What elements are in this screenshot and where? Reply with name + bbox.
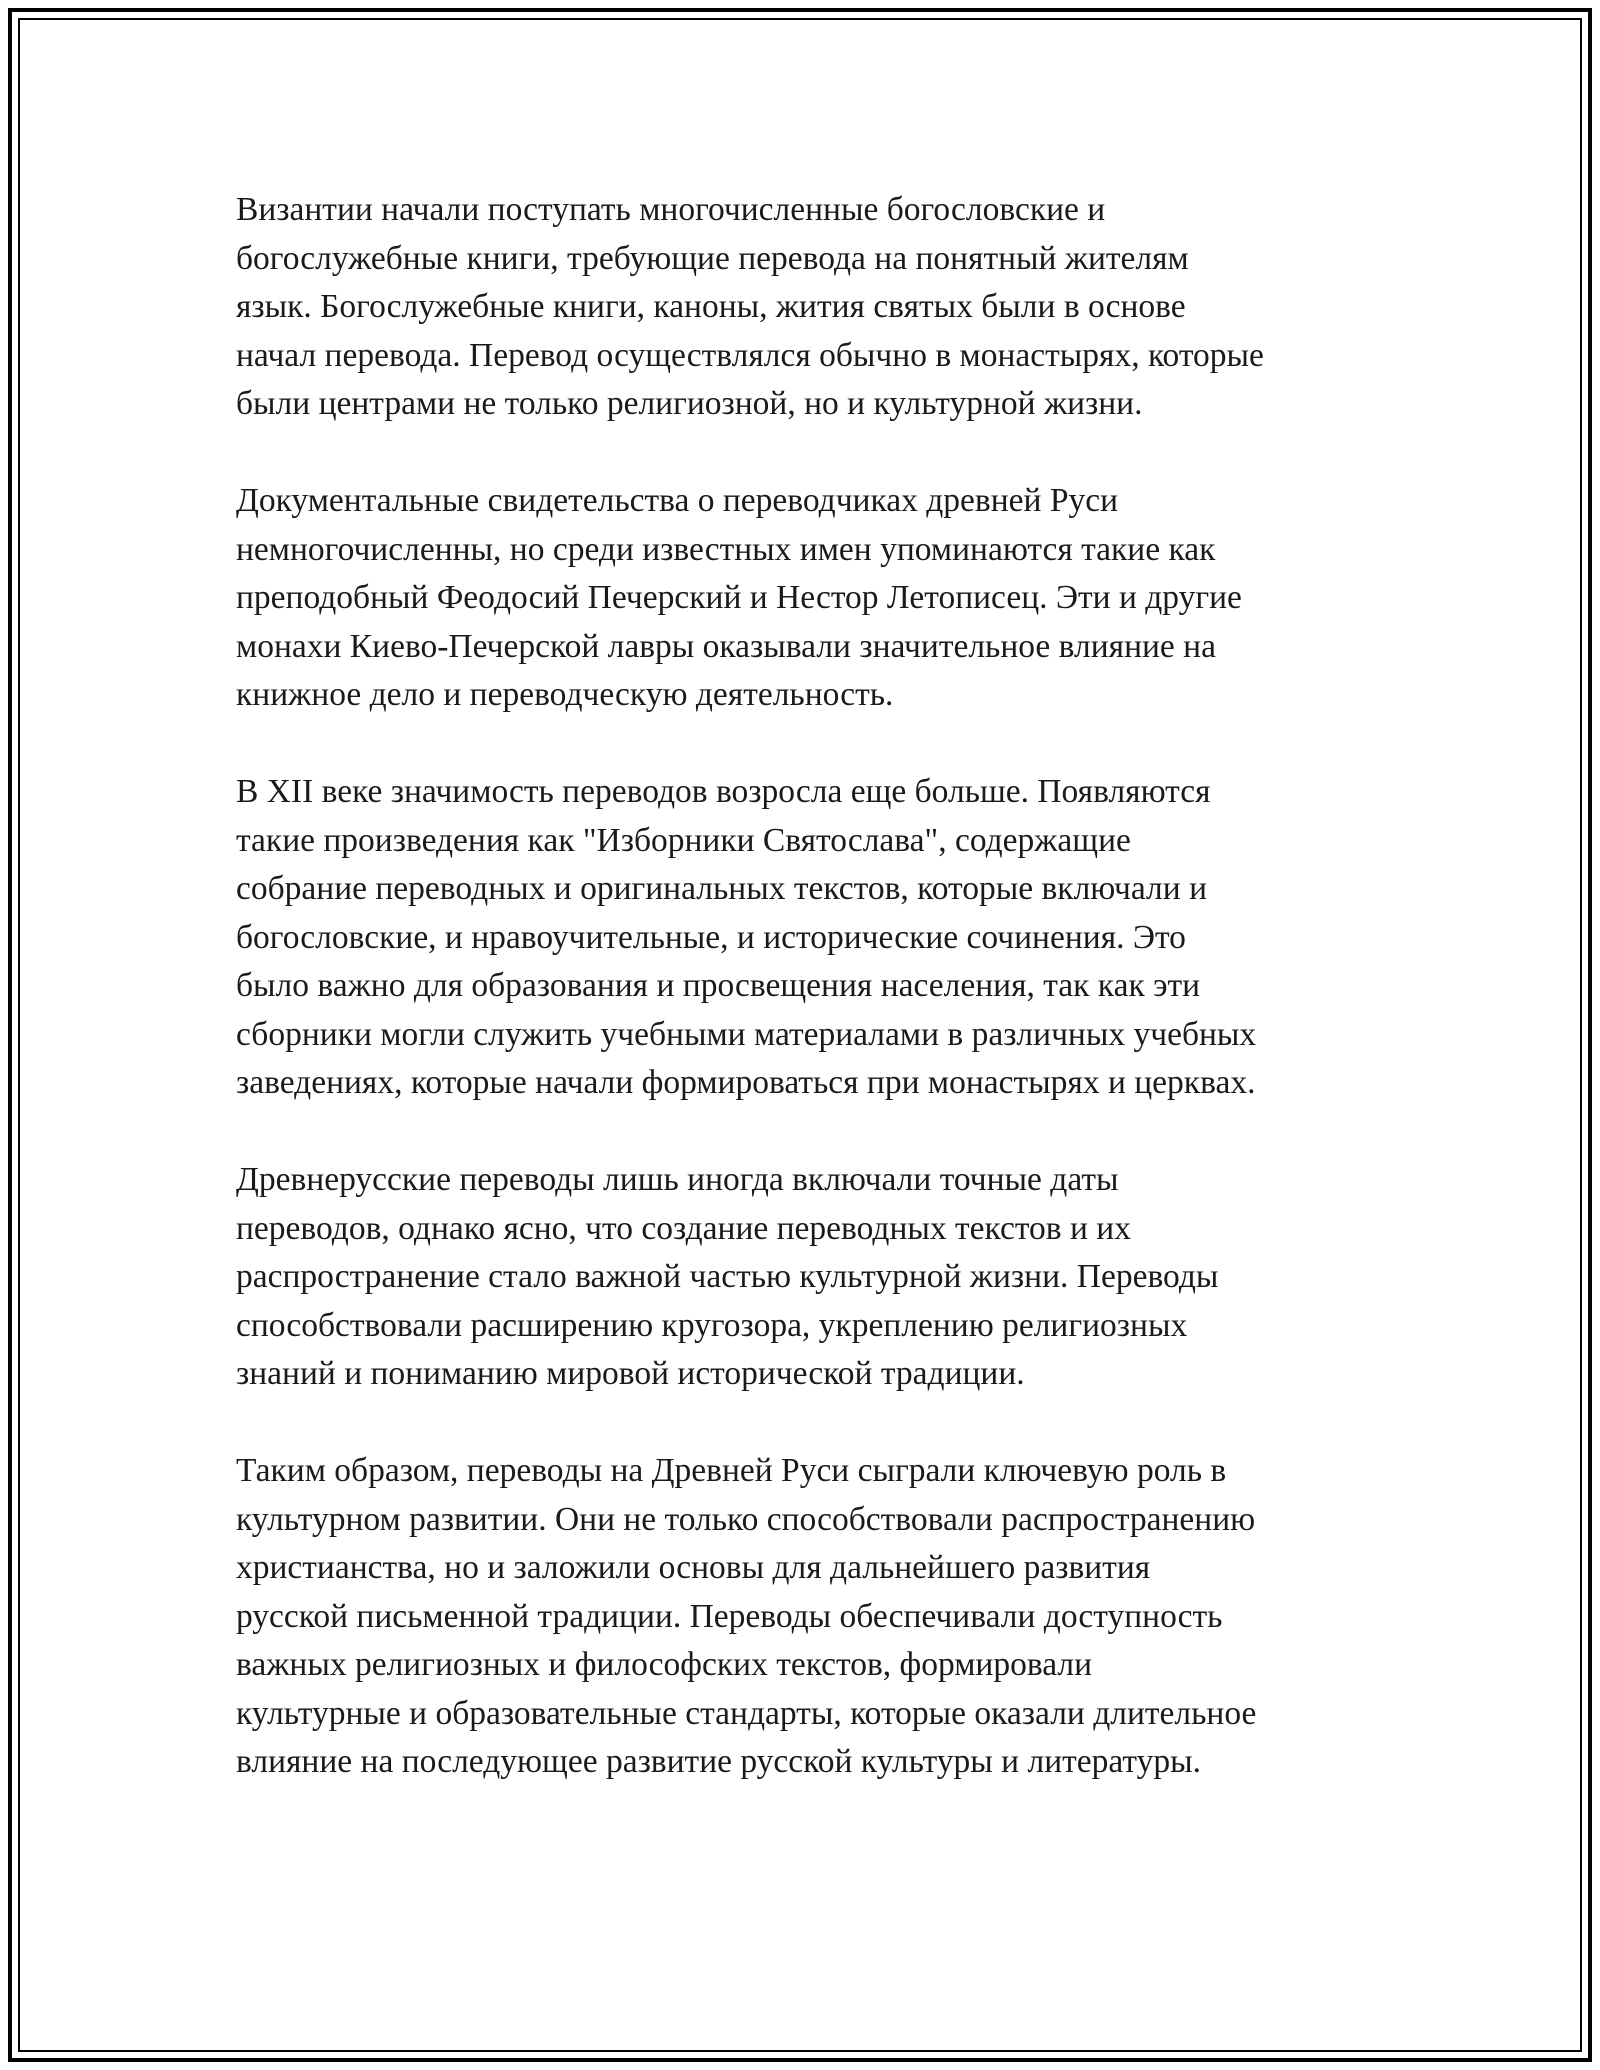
text-line: Византии начали поступать многочисленные богословские и: [236, 191, 1106, 228]
text-line: было важно для образования и просвещения населения, так как эти: [236, 967, 1201, 1004]
text-line: богословские, и нравоучительные, и исторические сочинения. Это: [236, 918, 1186, 956]
document-body: [236, 186, 1376, 1835]
text-line: русской письменной традиции. Переводы обеспечивали доступность: [236, 1597, 1223, 1635]
text-line: книжное дело и переводческую деятельность.: [236, 676, 894, 713]
text-line: такие произведения как "Изборники Святослава", содержащие: [236, 821, 1131, 859]
paragraph-3: [236, 768, 1376, 1108]
text-line: культурном развитии. Они не только способствовали распространению: [236, 1500, 1256, 1538]
paragraph-5: [236, 1447, 1376, 1787]
text-line: богослужебные книги, требующие перевода на понятный жителям: [236, 239, 1189, 277]
text-line: Таким образом, переводы на Древней Руси сыграли ключевую роль в: [236, 1452, 1227, 1489]
text-line: монахи Киево-Печерской лавры оказывали значительное влияние на: [236, 627, 1216, 665]
text-line: преподобный Феодосий Печерский и Нестор Летописец. Эти и другие: [236, 579, 1242, 616]
paragraph-2: [236, 477, 1376, 720]
text-line: влияние на последующее развитие русской культуры и литературы.: [236, 1743, 1201, 1780]
text-line: переводов, однако ясно, что создание переводных текстов и их: [236, 1209, 1131, 1247]
text-line: Документальные свидетельства о переводчиках древней Руси: [236, 482, 1119, 519]
text-line: знаний и пониманию мировой исторической традиции.: [236, 1355, 1025, 1392]
paragraph-4: [236, 1156, 1376, 1399]
text-line: немногочисленны, но среди известных имен упоминаются такие как: [236, 530, 1216, 568]
text-line: культурные и образовательные стандарты, которые оказали длительное: [236, 1694, 1257, 1732]
text-line: начал перевода. Перевод осуществлялся обычно в монастырях, которые: [236, 336, 1264, 374]
text-line: христианства, но и заложили основы для дальнейшего развития: [236, 1549, 1151, 1586]
text-line: собрание переводных и оригинальных текстов, которые включали и: [236, 870, 1208, 907]
text-line: заведениях, которые начали формироваться при монастырях и церквах.: [236, 1064, 1256, 1101]
text-line: язык. Богослужебные книги, каноны, жития святых были в основе: [236, 288, 1186, 325]
text-line: В XII веке значимость переводов возросла еще больше. Появляются: [236, 773, 1211, 810]
text-line: способствовали расширению кругозора, укреплению религиозных: [236, 1306, 1188, 1344]
text-line: Древнерусские переводы лишь иногда включали точные даты: [236, 1161, 1119, 1198]
text-line: сборники могли служить учебными материалами в различных учебных: [236, 1015, 1257, 1053]
text-line: важных религиозных и философских текстов, формировали: [236, 1646, 1093, 1683]
text-line: распространение стало важной частью культурной жизни. Переводы: [236, 1258, 1219, 1295]
paragraph-1: [236, 186, 1376, 429]
text-line: были центрами не только религиозной, но и культурной жизни.: [236, 385, 1143, 422]
